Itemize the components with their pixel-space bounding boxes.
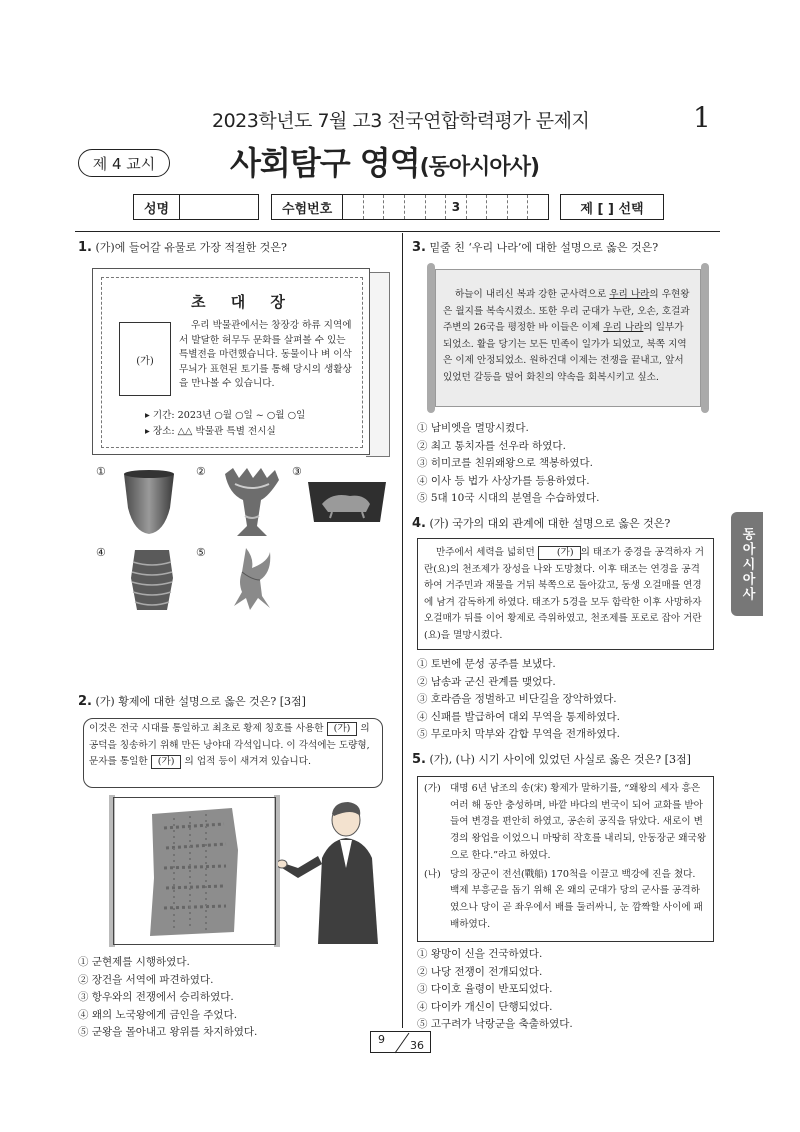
q2-text: (가) 황제에 대한 설명으로 옳은 것은? [3점]	[95, 695, 306, 708]
q3-passage-1: 하늘이 내리신 복과 강한 군사력으로	[455, 289, 607, 300]
subject-sub: (동아시아사)	[419, 155, 539, 180]
invitation-place: ▸ 장소: △△ 박물관 특별 전시실	[145, 426, 276, 437]
q3-scroll-rod-left	[427, 263, 435, 413]
q2-choices	[78, 954, 257, 1042]
q1-invitation	[92, 268, 390, 458]
q2-speech-text-3: 의 업적 등이 새겨져 있습니다.	[184, 756, 312, 767]
q3-choice-2[interactable]: ② 최고 통치자를 선우라 하였다.	[417, 439, 566, 452]
exam-number-label: 수험번호	[272, 195, 343, 219]
invitation-title: 초 대 장	[191, 293, 295, 311]
q5-item-ga	[424, 781, 707, 865]
artifact-3-num: ③	[292, 465, 302, 478]
q3-choices	[417, 420, 599, 508]
q2-choice-4[interactable]: ④ 왜의 노국왕에게 금인을 주었다.	[78, 1008, 238, 1021]
exam-digit-cell[interactable]	[364, 195, 385, 219]
q2-choice-2[interactable]: ② 장건을 서역에 파견하였다.	[78, 973, 214, 986]
q2-ga-box: (가)	[151, 755, 182, 769]
q3-choice-3[interactable]: ③ 히미코를 친위왜왕으로 책봉하였다.	[417, 457, 593, 469]
q5-passage-box	[417, 776, 714, 942]
q3-scroll-rod-right	[701, 263, 709, 413]
subject-side-tab: 동아시아사	[731, 512, 763, 616]
q5-choices	[417, 946, 573, 1034]
q4-choice-1[interactable]: ① 토번에 문성 공주를 보냈다.	[417, 658, 556, 670]
exam-digit-cell[interactable]	[487, 195, 508, 219]
exam-digit-cell[interactable]	[343, 195, 364, 219]
q4-choice-3[interactable]: ③ 호라즘을 정벌하고 비단길을 장악하였다.	[417, 693, 617, 705]
q5-item-na	[424, 867, 707, 934]
subject-title	[230, 138, 539, 184]
q3-title	[412, 239, 658, 255]
footer-total: 36	[410, 1039, 424, 1052]
q4-ga-box: (가)	[538, 546, 581, 560]
column-divider	[402, 233, 403, 1028]
q5-choice-5[interactable]: ⑤ 고구려가 낙랑군을 축출하였다.	[417, 1018, 573, 1030]
q1-number: 1.	[78, 240, 92, 255]
q4-choice-5[interactable]: ⑤ 무로마치 막부와 감합 무역을 전개하였다.	[417, 728, 620, 740]
subject-main: 사회탐구 영역	[230, 144, 420, 182]
q4-number: 4.	[412, 516, 426, 531]
page-number: 1	[693, 101, 711, 134]
exam-digit-cell[interactable]	[508, 195, 529, 219]
invitation-body: 우리 박물관에서는 창장강 하류 지역에서 발달한 허무두 문화를 살펴볼 수 있는 특별전을 마련했습니다. 동물이나 벼 이삭 무늬가 표현된 토기를 통해 당시의 생활상을 만나볼 수 있습니다.	[179, 320, 352, 389]
q3-underlined-1: 우리 나라	[609, 289, 650, 300]
q4-title	[412, 515, 670, 531]
q2-speech-bubble	[83, 718, 383, 788]
artifact-5-tripod-vessel-image	[228, 546, 274, 612]
choice-field[interactable]: 제 [ ] 선택	[560, 194, 664, 220]
q2-number: 2.	[78, 694, 92, 709]
q5-number: 5.	[412, 752, 426, 767]
q1-text: (가)에 들어갈 유물로 가장 적절한 것은?	[95, 241, 287, 254]
q3-number: 3.	[412, 240, 426, 255]
name-field[interactable]	[133, 194, 259, 220]
q2-image-frame	[113, 797, 276, 945]
header-title: 2023학년도 7월 고3 전국연합학력평가 문제지	[212, 110, 590, 132]
q2-speech-text-1: 이것은 전국 시대를 통일하고 최초로 황제 칭호를 사용한	[89, 723, 324, 734]
q5-na-text: 당의 장군이 전선(戰船) 170척을 이끌고 백강에 진을 쳤다. 백제 부흥군을 돕기 위해 온 왜의 군대가 당의 군사를 공격하였으나 당이 곧 좌우에서 배를 둘러싸니, 눈 깜짝할 사이에 패배하였다.	[450, 868, 703, 930]
name-label: 성명	[134, 195, 180, 219]
q5-title	[412, 751, 691, 767]
q5-na-tag: (나)	[424, 868, 441, 880]
q5-choice-4[interactable]: ④ 다이카 개신이 단행되었다.	[417, 1000, 553, 1013]
artifact-2-num: ②	[196, 465, 206, 478]
artifact-4-striped-jar-image	[125, 548, 179, 612]
q3-passage-2: 의 우현왕은 월지를 복속시켰소. 또한 우리 군대가 누란, 오손, 호걸과 주변의 26국을 평정한 바 이들은 이제	[443, 289, 690, 333]
q1-title	[78, 239, 287, 255]
header-rule	[75, 231, 720, 232]
q5-choice-3[interactable]: ③ 다이호 율령이 반포되었다.	[417, 983, 553, 995]
q3-text: 밑줄 친 ‘우리 나라’에 대한 설명으로 옳은 것은?	[429, 241, 659, 254]
exam-digit-cell[interactable]	[405, 195, 426, 219]
exam-digit-cell: 3	[446, 195, 467, 219]
langya-stele-image	[114, 798, 275, 944]
q2-ga-box: (가)	[327, 722, 358, 736]
q3-choice-1[interactable]: ① 남비엣을 멸망시켰다.	[417, 422, 529, 434]
q3-choice-4[interactable]: ④ 이사 등 법가 사상가를 등용하였다.	[417, 474, 590, 487]
q4-passage-1: 만주에서 세력을 넓히던	[436, 547, 535, 558]
q3-passage	[443, 287, 693, 386]
q5-ga-tag: (가)	[424, 783, 441, 794]
exam-number-field[interactable]	[271, 194, 549, 220]
artifact-4-num: ④	[96, 546, 106, 559]
q4-passage-2: 의 태조가 중경을 공격하자 거란(요)의 천조제가 장성을 나와 도망쳤다. 이후 태조는 연경을 공격하여 거주민과 재물을 거뒤 북쪽으로 돌아갔고, 동생 오걸매를 연경에 남겨 감독하게 하였다. 태조가 5경을 모두 함락한 이후 사망하자 오걸매가 뒤를 이어 황제로 즉위하였고, 천조제를 포로로 잡아 거란(요)을 멸망시켰다.	[424, 547, 705, 641]
q2-choice-3[interactable]: ③ 항우와의 전쟁에서 승리하였다.	[78, 991, 234, 1003]
q4-text: (가) 국가의 대외 관계에 대한 설명으로 옳은 것은?	[429, 517, 671, 530]
q5-ga-text: 대명 6년 남조의 송(宋) 황제가 말하기를, “왜왕의 세자 흥은 여러 해 동안 충성하며, 바깥 바다의 번국이 되어 교화를 받아들여 변경을 편안히 하였고, 공손히 공직을 닦았다. 새로이 변경의 왕업을 이었으니 마땅히 작호를 내리되, 안동장군 왜국왕으로 한다.”라고 하였다.	[450, 783, 707, 861]
page-footer	[370, 1031, 431, 1053]
q5-choice-2[interactable]: ② 나당 전쟁이 전개되었다.	[417, 965, 543, 978]
q2-choice-1[interactable]: ① 군현제를 시행하였다.	[78, 956, 190, 968]
invitation-board	[92, 268, 370, 455]
exam-digit-cell[interactable]	[426, 195, 447, 219]
q3-passage-3: 의 일부가 되었소. 활을 당기는 모든 민족이 일가가 되었고, 북쪽 지역은 이제 안정되었소. 원하건대 이제는 전쟁을 끝내고, 앞서 있었던 갈등을 덮어 화친의 약속을 회복시키고 싶소.	[443, 322, 687, 383]
q3-choice-5[interactable]: ⑤ 5대 10국 시대의 분열을 수습하였다.	[417, 492, 600, 504]
period-badge: 제 4 교시	[78, 149, 170, 177]
q4-passage-box	[417, 538, 714, 650]
exam-digit-cell[interactable]	[528, 195, 548, 219]
artifact-1-num: ①	[96, 465, 106, 478]
q3-underlined-2: 우리 나라	[603, 322, 644, 333]
q2-choice-5[interactable]: ⑤ 군왕을 몰아내고 왕위를 차지하였다.	[78, 1026, 258, 1038]
footer-page: 9	[378, 1033, 385, 1046]
q4-choice-4[interactable]: ④ 신패를 발급하여 대외 무역을 통제하였다.	[417, 710, 620, 723]
teacher-illustration	[278, 798, 386, 944]
invitation-period: ▸ 기간: 2023년 ○월 ○일 ~ ○월 ○일	[145, 410, 306, 421]
q4-choice-2[interactable]: ② 남송과 군신 관계를 맺었다.	[417, 675, 556, 688]
artifact-1-pot-image	[118, 468, 180, 536]
artifact-2-incense-burner-image	[217, 466, 287, 538]
q2-title	[78, 693, 306, 709]
exam-digit-cell[interactable]	[467, 195, 488, 219]
artifact-3-boar-vessel-image	[306, 478, 388, 526]
exam-digit-cell[interactable]	[384, 195, 405, 219]
q4-choices	[417, 656, 620, 744]
q3-scroll	[425, 263, 711, 413]
invitation-ga-box: (가)	[119, 322, 171, 396]
q2-speech-text-2: 의 공덕을 칭송하기 위해 만든 낭야대 각석입니다. 이 각석에는 도량형, 문자를 통일한	[89, 723, 370, 767]
artifact-5-num: ⑤	[196, 546, 206, 559]
q5-choice-1[interactable]: ① 왕망이 신을 건국하였다.	[417, 948, 543, 960]
q5-text: (가), (나) 시기 사이에 있었던 사실로 옳은 것은? [3점]	[429, 753, 691, 766]
